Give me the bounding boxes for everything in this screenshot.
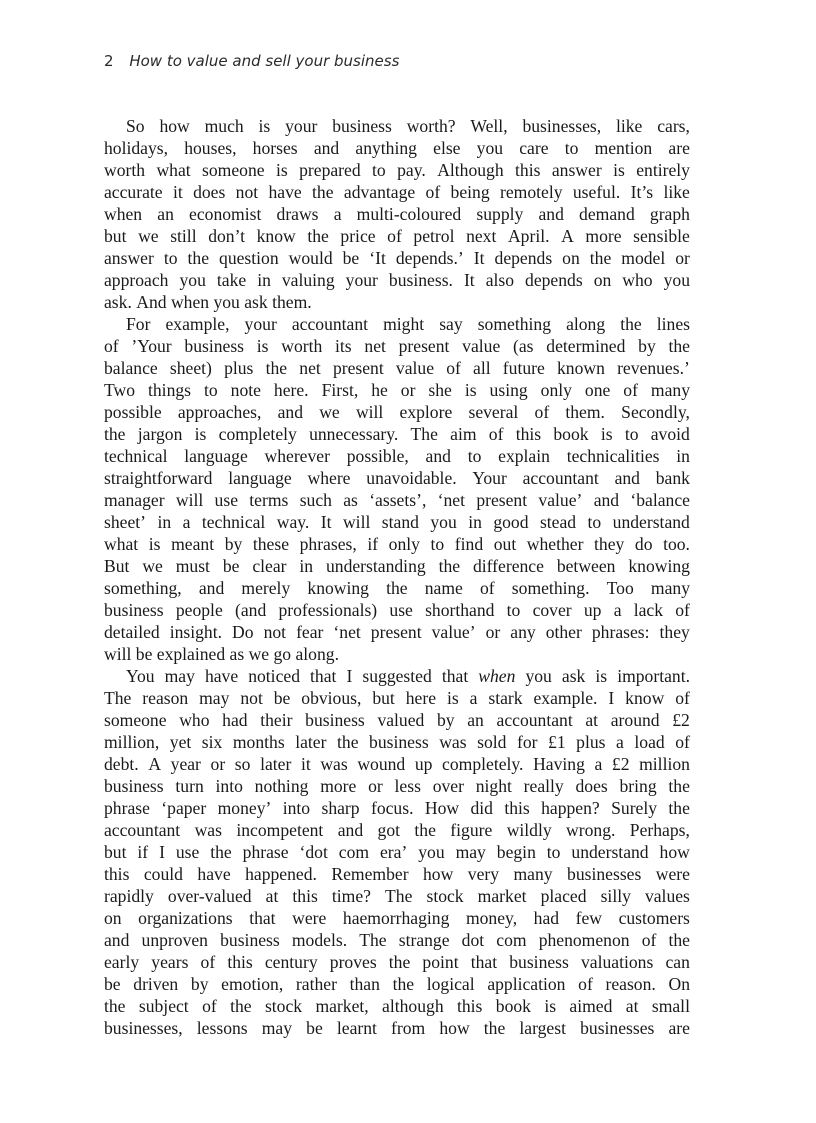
text-line: debt. A year or so later it was wound up completely. Having a £2 million bbox=[104, 754, 690, 774]
text-line: manager will use terms such as ‘assets’, ‘net present value’ and ‘balance bbox=[104, 490, 690, 510]
text-line: ask. And when you ask them. bbox=[104, 292, 312, 312]
text-line: You may have noticed that I suggested that when you ask is important. bbox=[126, 666, 690, 686]
text-line: but we still don’t know the price of petrol next April. A more sensible bbox=[104, 226, 690, 246]
text-line: phrase ‘paper money’ into sharp focus. How did this happen? Surely the bbox=[104, 798, 690, 818]
text-line: early years of this century proves the point that business valuations can bbox=[104, 952, 690, 972]
text-line: approach you take in valuing your business. It also depends on who you bbox=[104, 270, 690, 290]
text-line: The reason may not be obvious, but here is a stark example. I know of bbox=[104, 688, 690, 708]
text-line: the jargon is completely unnecessary. The aim of this book is to avoid bbox=[104, 424, 690, 444]
text-line: this could have happened. Remember how very many businesses were bbox=[104, 864, 690, 884]
text-line: possible approaches, and we will explore several of them. Secondly, bbox=[104, 402, 690, 422]
text-line: Two things to note here. First, he or she is using only one of many bbox=[104, 380, 690, 400]
text-line: businesses, lessons may be learnt from how the largest businesses are bbox=[104, 1018, 690, 1038]
text-line: but if I use the phrase ‘dot com era’ you may begin to understand how bbox=[104, 842, 690, 862]
text-line: someone who had their business valued by an accountant at around £2 bbox=[104, 710, 690, 730]
text-line: business turn into nothing more or less over night really does bring the bbox=[104, 776, 690, 796]
text-line: straightforward language where unavoidable. Your accountant and bank bbox=[104, 468, 690, 488]
text-line: worth what someone is prepared to pay. Although this answer is entirely bbox=[104, 160, 690, 180]
text-line: will be explained as we go along. bbox=[104, 644, 339, 664]
paragraph bbox=[104, 313, 690, 665]
text-line: holidays, houses, horses and anything else you care to mention are bbox=[104, 138, 690, 158]
text-line: of ’Your business is worth its net present value (as determined by the bbox=[104, 336, 690, 356]
text-line: be driven by emotion, rather than the logical application of reason. On bbox=[104, 974, 690, 994]
text-line: million, yet six months later the business was sold for £1 plus a load of bbox=[104, 732, 690, 752]
text-line: So how much is your business worth? Well, businesses, like cars, bbox=[126, 116, 690, 136]
text-line: answer to the question would be ‘It depends.’ It depends on the model or bbox=[104, 248, 690, 268]
text-line: For example, your accountant might say something along the lines bbox=[126, 314, 690, 334]
text-line: and unproven business models. The strange dot com phenomenon of the bbox=[104, 930, 690, 950]
text-line: what is meant by these phrases, if only to find out whether they do too. bbox=[104, 534, 690, 554]
paragraph bbox=[104, 665, 690, 1039]
running-header bbox=[104, 52, 399, 70]
text-line: business people (and professionals) use shorthand to cover up a lack of bbox=[104, 600, 690, 620]
body-text bbox=[104, 115, 690, 1039]
text-line: when an economist draws a multi-coloured supply and demand graph bbox=[104, 204, 690, 224]
text-line: rapidly over-valued at this time? The stock market placed silly values bbox=[104, 886, 690, 906]
running-title: How to value and sell your business bbox=[129, 52, 400, 70]
text-line: on organizations that were haemorrhaging money, had few customers bbox=[104, 908, 690, 928]
text-line: sheet’ in a technical way. It will stand you in good stead to understand bbox=[104, 512, 690, 532]
page-number: 2 bbox=[104, 52, 114, 70]
text-line: balance sheet) plus the net present value of all future known revenues.’ bbox=[104, 358, 690, 378]
text-line: accountant was incompetent and got the figure wildly wrong. Perhaps, bbox=[104, 820, 690, 840]
text-line: something, and merely knowing the name of something. Too many bbox=[104, 578, 690, 598]
text-line: technical language wherever possible, and to explain technicalities in bbox=[104, 446, 690, 466]
text-line: detailed insight. Do not fear ‘net present value’ or any other phrases: they bbox=[104, 622, 690, 642]
text-line: But we must be clear in understanding the difference between knowing bbox=[104, 556, 690, 576]
text-line: accurate it does not have the advantage of being remotely useful. It’s like bbox=[104, 182, 690, 202]
paragraph bbox=[104, 115, 690, 313]
text-line: the subject of the stock market, although this book is aimed at small bbox=[104, 996, 690, 1016]
